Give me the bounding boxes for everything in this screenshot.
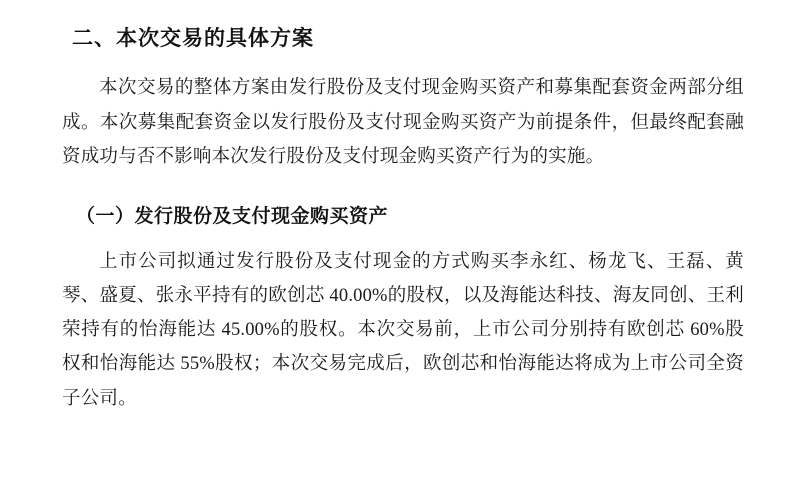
section-heading: 二、本次交易的具体方案 (72, 26, 314, 50)
subsection-paragraph-1: 上市公司拟通过发行股份及支付现金的方式购买李永红、杨龙飞、王磊、黄琴、盛夏、张永平持有的欧创芯 40.00%的股权，以及海能达科技、海友同创、王利荣持有的怡海能达 45.00%的股权。本次交易前，上市公司分别持有欧创芯 60%股权和怡海能达 55%股权；本次交易完成后，欧创芯和怡海能达将成为上市公司全资子公司。 (62, 251, 744, 409)
section-paragraph-1: 本次交易的整体方案由发行股份及支付现金购买资产和募集配套资金两部分组成。本次募集配套资金以发行股份及支付现金购买资产为前提条件，但最终配套融资成功与否不影响本次发行股份及支付现金购买资产行为的实施。 (62, 78, 744, 167)
paragraph-spacer (62, 182, 744, 188)
subsection-heading: （一）发行股份及支付现金购买资产 (76, 206, 389, 228)
